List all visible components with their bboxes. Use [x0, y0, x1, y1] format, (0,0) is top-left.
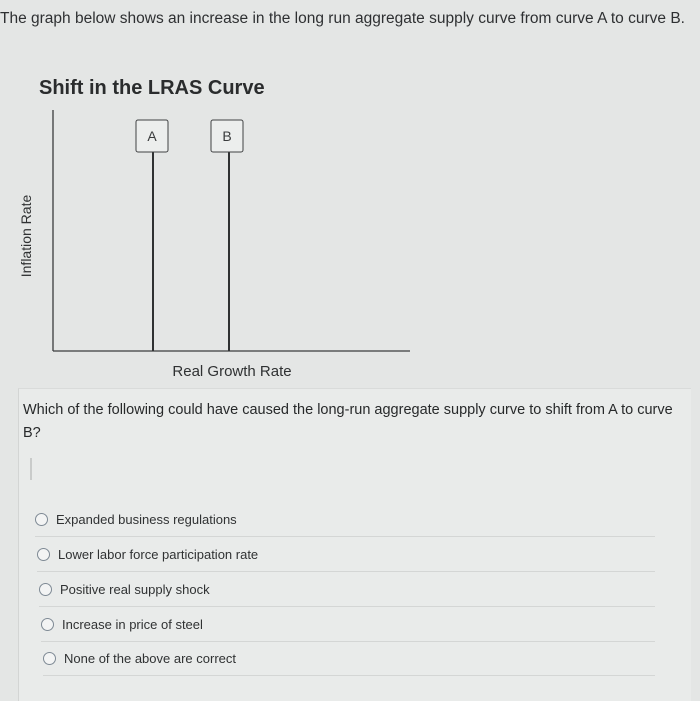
option-label: Increase in price of steel	[62, 616, 203, 632]
chart-title: Shift in the LRAS Curve	[39, 77, 265, 99]
y-axis-label: Inflation Rate	[18, 194, 34, 278]
option-increase-in-price-of-steel[interactable]	[41, 607, 655, 642]
option-label: Lower labor force participation rate	[58, 546, 259, 562]
x-axis-label: Real Growth Rate	[172, 363, 292, 380]
curve-b-label: B	[222, 128, 232, 144]
option-none-of-the-above[interactable]	[43, 641, 655, 676]
option-expanded-business-regulations[interactable]	[35, 502, 655, 537]
option-label: Positive real supply shock	[60, 581, 210, 597]
curve-a-label: A	[147, 128, 157, 144]
option-label: None of the above are correct	[64, 650, 236, 666]
lras-chart	[0, 100, 700, 390]
option-positive-real-supply-shock[interactable]	[39, 572, 655, 607]
option-lower-labor-force-participation[interactable]	[37, 537, 655, 572]
radio-circle-icon[interactable]	[37, 548, 50, 561]
intro-text: The graph below shows an increase in the long run aggregate supply curve from curve A to curve B.	[0, 10, 685, 27]
radio-circle-icon[interactable]	[35, 513, 48, 526]
radio-circle-icon[interactable]	[43, 652, 56, 665]
question-text: Which of the following could have caused the long-run aggregate supply curve to shift from A to curve B?	[23, 402, 673, 441]
radio-circle-icon[interactable]	[41, 618, 54, 631]
text-cursor	[30, 458, 32, 480]
option-label: Expanded business regulations	[56, 511, 237, 527]
radio-circle-icon[interactable]	[39, 583, 52, 596]
